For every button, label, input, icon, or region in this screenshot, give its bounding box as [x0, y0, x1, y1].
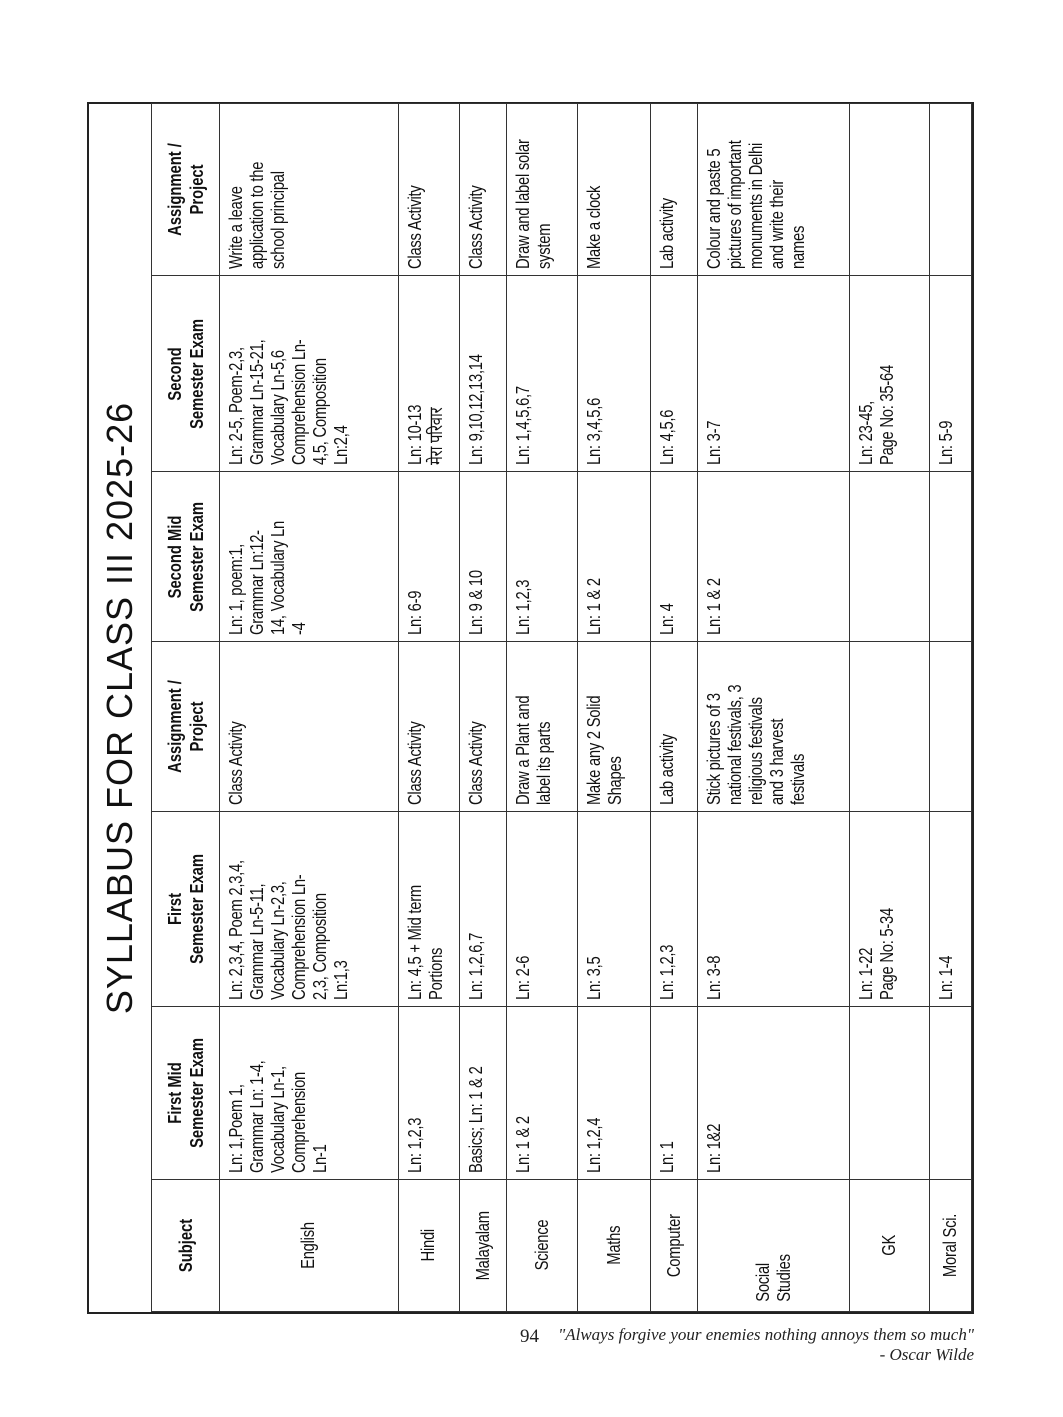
table-row [507, 104, 578, 1312]
cell-text: Ln: 1,2,3 [513, 579, 534, 635]
first-mid-cell [578, 1007, 651, 1180]
cell-text: Ln: 1 [657, 1141, 678, 1173]
cell-text: Class Activity [466, 721, 487, 805]
assignment-1-cell [698, 642, 849, 812]
cell-text: Basics; Ln: 1 & 2 [466, 1066, 487, 1173]
cell-text: Ln: 1,2,6,7 [466, 932, 487, 1000]
table-row [849, 104, 929, 1312]
cell-text: Ln: 1&2 [704, 1123, 725, 1173]
cell-text: Draw and label solar system [513, 139, 555, 269]
second-mid-cell [930, 472, 972, 642]
cell-text: Class Activity [404, 721, 425, 805]
cell-text: Ln: 23-45, Page No: 35-64 [855, 365, 897, 465]
table-row [398, 104, 460, 1312]
cell-text: Ln: 2-5, Poem-2,3, Grammar Ln-15-21, Vocabulary Ln-5,6 Comprehension Ln- 4,5, Composition Ln:2,4 [226, 339, 351, 465]
table-row [698, 104, 849, 1312]
cell-text: Ln: 4,5 + Mid term Portions [404, 885, 446, 1000]
cell-text: Colour and paste 5 pictures of important monuments in Delhi and write their names [704, 140, 809, 269]
assignment-2-cell [507, 104, 578, 276]
first-sem-cell [930, 812, 972, 1007]
assignment-1-cell [398, 642, 460, 812]
second-sem-cell [651, 276, 698, 472]
first-mid-cell [698, 1007, 849, 1180]
assignment-2-cell [698, 104, 849, 276]
first-mid-cell [507, 1007, 578, 1180]
header-first-mid-semester: First Mid Semester Exam [152, 1007, 220, 1180]
page-title: SYLLABUS FOR CLASS III 2025-26 [99, 401, 140, 1015]
assignment-2-cell [398, 104, 460, 276]
table-row [578, 104, 651, 1312]
second-sem-cell [849, 276, 929, 472]
assignment-1-cell [220, 642, 399, 812]
cell-text: Stick pictures of 3 national festivals, 3 religious festivals and 3 harvest festivals [704, 684, 809, 805]
cell-text: Ln: 1,2,4 [584, 1117, 605, 1173]
cell-text: Ln: 1,2,3 [404, 1117, 425, 1173]
cell-text: Ln: 9 & 10 [466, 570, 487, 635]
footer-quote: "Always forgive your enemies nothing annoys them so much" - Oscar Wilde [558, 1325, 974, 1364]
subject-name: Science [531, 1220, 552, 1271]
subject-cell [220, 1180, 399, 1312]
cell-text: Ln: 1 & 2 [584, 578, 605, 635]
cell-text: Ln: 1, poem:1, Grammar Ln:12- 14, Vocabulary Ln -4 [226, 521, 309, 635]
table-row [651, 104, 698, 1312]
subject-name: Social Studies [752, 1254, 794, 1302]
first-mid-cell [460, 1007, 507, 1180]
header-assignment-project-2: Assignment / Project [152, 104, 220, 276]
second-sem-cell [460, 276, 507, 472]
assignment-1-cell [930, 642, 972, 812]
header-first-semester: First Semester Exam [152, 812, 220, 1007]
second-sem-cell [578, 276, 651, 472]
subject-cell [849, 1180, 929, 1312]
subject-cell [578, 1180, 651, 1312]
cell-text: Draw a Plant and label its parts [513, 695, 555, 805]
header-second-mid-semester: Second Mid Semester Exam [152, 472, 220, 642]
second-sem-cell [930, 276, 972, 472]
cell-text: Make any 2 Solid Shapes [584, 695, 626, 805]
assignment-2-cell [220, 104, 399, 276]
second-mid-cell [507, 472, 578, 642]
subject-cell [930, 1180, 972, 1312]
cell-text: Ln: 2,3,4, Poem 2,3,4, Grammar Ln-5-11, Vocabulary Ln-2,3, Comprehension Ln- 2,3, Composition Ln:1,3 [226, 860, 351, 1000]
second-mid-cell [651, 472, 698, 642]
second-mid-cell [220, 472, 399, 642]
subject-cell [698, 1180, 849, 1312]
subject-name: GK [878, 1235, 899, 1256]
first-mid-cell [930, 1007, 972, 1180]
assignment-1-cell [651, 642, 698, 812]
assignment-1-cell [507, 642, 578, 812]
cell-text: Ln: 1-4 [936, 955, 957, 1000]
cell-text: Ln: 1,Poem 1, Grammar Ln: 1-4, Vocabulary Ln-1, Comprehension Ln-1 [226, 1060, 330, 1173]
first-sem-cell [578, 812, 651, 1007]
cell-text: Ln: 3-8 [704, 955, 725, 1000]
subject-cell [507, 1180, 578, 1312]
cell-text: Ln: 10-13 मेरा परिवार [404, 404, 446, 465]
cell-text: Ln: 6-9 [404, 590, 425, 635]
subject-cell [460, 1180, 507, 1312]
cell-text: Class Activity [226, 721, 246, 805]
assignment-1-cell [849, 642, 929, 812]
cell-text: Ln: 3-7 [704, 420, 725, 465]
subject-name: Maths [603, 1226, 624, 1265]
first-sem-cell [698, 812, 849, 1007]
rotated-syllabus-page [89, 104, 972, 1312]
assignment-2-cell [460, 104, 507, 276]
first-sem-cell [220, 812, 399, 1007]
second-mid-cell [578, 472, 651, 642]
subject-name: Malayalam [472, 1210, 493, 1281]
subject-cell [651, 1180, 698, 1312]
second-mid-cell [460, 472, 507, 642]
second-mid-cell [849, 472, 929, 642]
cell-text: Ln: 1-22 Page No: 5-34 [855, 908, 897, 1000]
page-number: 94 [520, 1326, 539, 1347]
first-sem-cell [651, 812, 698, 1007]
cell-text: Ln: 3,5 [584, 956, 605, 1000]
second-sem-cell [507, 276, 578, 472]
cell-text: Lab activity [657, 198, 678, 269]
second-mid-cell [398, 472, 460, 642]
first-sem-cell [849, 812, 929, 1007]
cell-text: Ln: 1 & 2 [513, 1116, 534, 1173]
subject-name: Moral Sci. [940, 1213, 961, 1278]
header-subject: Subject [152, 1180, 220, 1312]
table-row [220, 104, 399, 1312]
cell-text: Make a clock [584, 185, 605, 269]
assignment-2-cell [651, 104, 698, 276]
cell-text: Class Activity [404, 185, 425, 269]
assignment-2-cell [578, 104, 651, 276]
cell-text: Ln: 1,2,3 [657, 944, 678, 1000]
subject-name: English [298, 1222, 319, 1269]
second-sem-cell [220, 276, 399, 472]
assignment-1-cell [460, 642, 507, 812]
header-second-semester: Second Semester Exam [152, 276, 220, 472]
cell-text: Ln: 1,4,5,6,7 [513, 386, 534, 465]
cell-text: Ln: 3,4,5,6 [584, 397, 605, 465]
second-mid-cell [698, 472, 849, 642]
subject-name: Hindi [418, 1229, 439, 1262]
cell-text: Class Activity [466, 185, 487, 269]
first-sem-cell [398, 812, 460, 1007]
cell-text: Ln: 4 [657, 603, 678, 635]
cell-text: Ln: 4,5,6 [657, 409, 678, 465]
subject-name: Computer [663, 1214, 684, 1277]
first-mid-cell [651, 1007, 698, 1180]
table-header-row [152, 104, 220, 1312]
first-sem-cell [460, 812, 507, 1007]
table-row [460, 104, 507, 1312]
first-mid-cell [849, 1007, 929, 1180]
cell-text: Ln: 5-9 [936, 420, 957, 465]
cell-text: Ln: 9,10,12,13,14 [466, 354, 487, 465]
header-assignment-project-1: Assignment / Project [152, 642, 220, 812]
second-sem-cell [698, 276, 849, 472]
assignment-1-cell [578, 642, 651, 812]
subject-cell [398, 1180, 460, 1312]
assignment-2-cell [930, 104, 972, 276]
cell-text: Ln: 2-6 [513, 955, 534, 1000]
assignment-2-cell [849, 104, 929, 276]
cell-text: Lab activity [657, 734, 678, 805]
cell-text: Ln: 1 & 2 [704, 578, 725, 635]
syllabus-table [151, 103, 972, 1312]
table-row [930, 104, 972, 1312]
first-sem-cell [507, 812, 578, 1007]
first-mid-cell [220, 1007, 399, 1180]
cell-text: Write a leave application to the school principal [226, 161, 288, 269]
second-sem-cell [398, 276, 460, 472]
first-mid-cell [398, 1007, 460, 1180]
